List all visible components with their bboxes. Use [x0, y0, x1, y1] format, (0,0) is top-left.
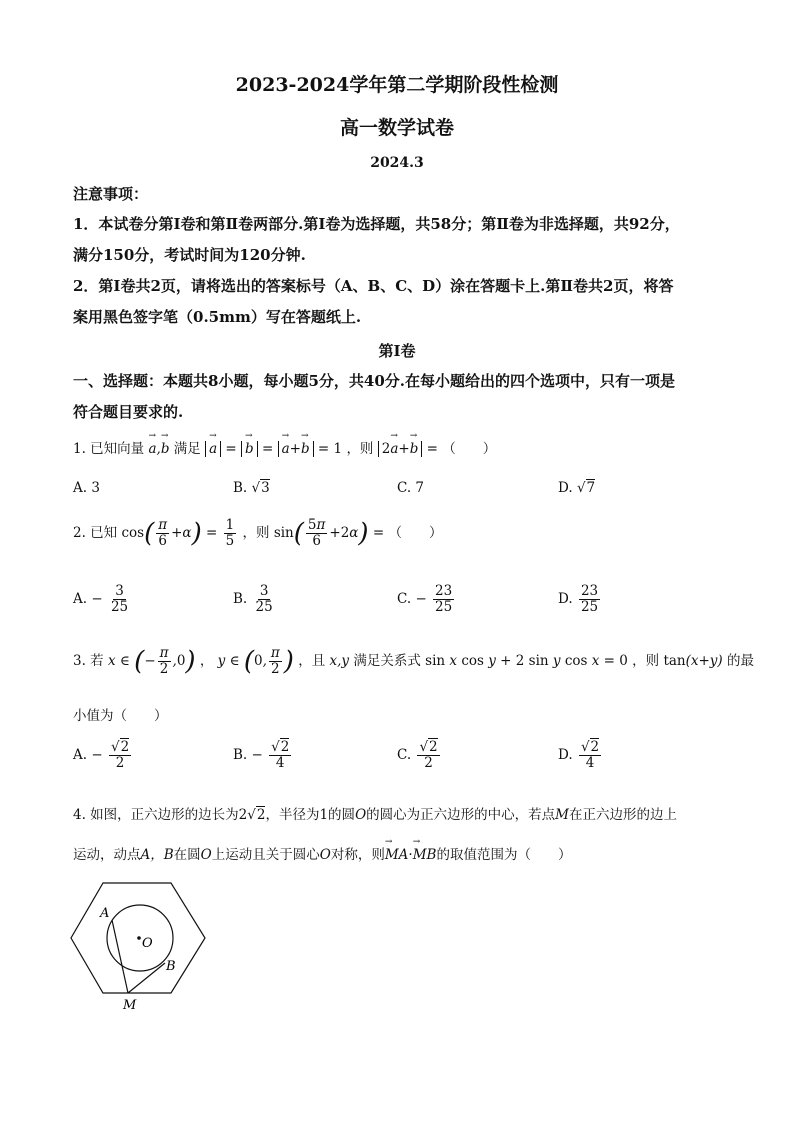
q1-tail: ，则	[346, 441, 374, 457]
exam-subtitle: 高一数学试卷	[339, 117, 454, 139]
exam-title: 2023-2024学年第二学期阶段性检测	[235, 74, 559, 96]
q3-relation: sin x cos y + 2 sin y cos x = 0	[425, 653, 628, 669]
q1-target: 2→ a+→ b =	[378, 441, 438, 457]
q1-vectors: → a,→ b	[148, 441, 169, 457]
question-1	[73, 437, 496, 457]
part1-label: 第Ⅰ卷	[378, 342, 416, 360]
q3-mid3: 满足关系式	[353, 653, 421, 669]
segment-ma	[112, 920, 128, 993]
segment-mb	[128, 963, 165, 993]
q2-paren: （ ）	[388, 525, 443, 541]
q2-option-c[interactable]: C. − $\frac{23}{25}$	[397, 583, 453, 615]
q1-option-b[interactable]: B. √3	[233, 480, 270, 496]
label-a: A	[100, 906, 110, 921]
q3-prefix: 3. 若	[73, 653, 104, 669]
q3-x-range: x ∈ (− $\frac{\pi}{2}$ ,0)	[107, 645, 196, 677]
label-b: B	[166, 959, 176, 974]
q3-tail: 的最	[727, 653, 754, 669]
q1-mid: 满足	[173, 441, 201, 457]
section1-line2: 符合题目要求的.	[73, 403, 184, 421]
notice-item2-line1: 2．第Ⅰ卷共2页，请将选出的答案标号（A、B、C、D）涂在答题卡上.第Ⅱ卷共2页，将答	[73, 277, 674, 295]
q3-mid4: ，则	[632, 653, 660, 669]
q1-condition: → a = → b = → a+→ b = 1	[205, 441, 342, 457]
q2-prefix: 2. 已知	[73, 525, 118, 541]
question-4-line1: 4. 如图，正六边形的边长为2√2，半径为1的圆O的圆心为正六边形的中心，若点M在正六边形的边上	[73, 807, 677, 823]
notice-heading: 注意事项：	[73, 185, 149, 203]
notice-item1-line1: 1．本试卷分第Ⅰ卷和第Ⅱ卷两部分.第Ⅰ卷为选择题，共58分；第Ⅱ卷为非选择题，共92分，	[73, 215, 680, 233]
section1-line1: 一、选择题：本题共8小题，每小题5分，共40分.在每小题给出的四个选项中，只有一项是	[73, 372, 675, 390]
q1-prefix: 1. 已知向量	[73, 441, 145, 457]
label-o: O	[142, 936, 153, 951]
q3-option-d[interactable]: D. $\frac{√2}{4}$	[558, 739, 600, 771]
q1-option-d[interactable]: D. √7	[558, 480, 596, 496]
q2-option-d[interactable]: D. $\frac{23}{25}$	[558, 583, 599, 615]
q3-xy: x,y	[329, 653, 350, 669]
q4-figure	[68, 875, 213, 1015]
notice-item1-line2: 满分150分，考试时间为120分钟.	[73, 246, 306, 264]
q2-target: sin( $\frac{5\pi}{6}$ +2α) =	[273, 517, 385, 549]
q3-option-a[interactable]: A. − $\frac{√2}{2}$	[73, 739, 130, 771]
q2-option-a[interactable]: A. − $\frac{3}{25}$	[73, 583, 129, 615]
question-4-line2: 运动，动点A，B在圆O上运动且关于圆心O对称，则→ MA·→ MB的取值范围为（ ）	[73, 843, 571, 863]
q3-y-range: y ∈ (0, $\frac{\pi}{2}$ )	[217, 645, 294, 677]
q2-option-b[interactable]: B. $\frac{3}{25}$	[233, 583, 273, 615]
q3-target: tan(x+y)	[663, 653, 723, 669]
question-3	[73, 646, 754, 677]
q2-given: cos( $\frac{\pi}{6}$ +α) = $\frac{1}{5}$	[121, 517, 235, 549]
q1-option-a[interactable]: A. 3	[73, 480, 100, 496]
q3-option-c[interactable]: C. $\frac{√2}{2}$	[397, 739, 438, 771]
exam-date: 2024.3	[370, 155, 424, 171]
question-2	[73, 518, 442, 549]
label-m: M	[123, 998, 137, 1013]
q2-mid: ，则	[242, 525, 270, 541]
center-dot	[137, 936, 141, 940]
q1-option-c[interactable]: C. 7	[397, 480, 425, 496]
q3-option-b[interactable]: B. − $\frac{√2}{4}$	[233, 739, 290, 771]
notice-item2-line2: 案用黑色签字笔（0.5mm）写在答题纸上.	[73, 308, 362, 326]
q3-line2: 小值为（ ）	[73, 708, 168, 724]
q3-mid1: ，	[199, 653, 214, 669]
q3-mid2: ，且	[298, 653, 326, 669]
q1-paren: （ ）	[442, 441, 497, 457]
